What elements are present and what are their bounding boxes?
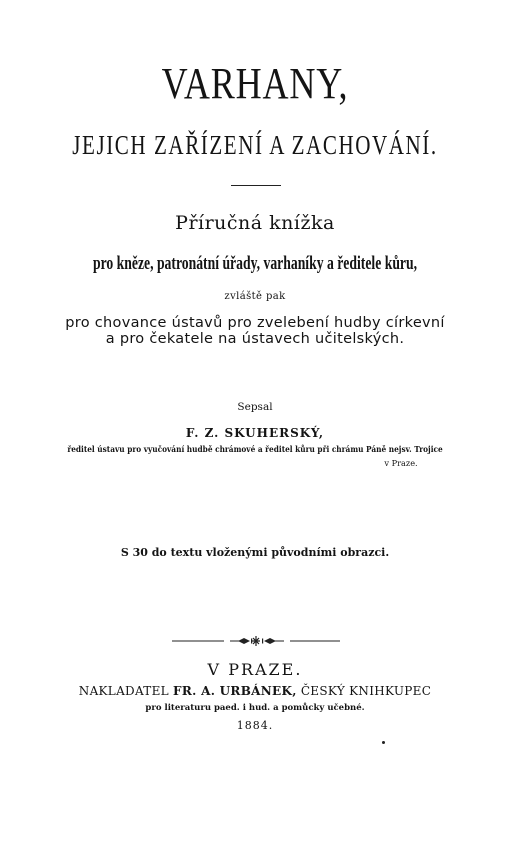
book-subtitle: JEJICH ZAŘÍZENÍ A ZACHOVÁNÍ. [72, 130, 438, 160]
imprint-place: V PRAZE. [207, 660, 303, 679]
especially-label: zvláště pak [224, 291, 286, 302]
publisher-suffix: ČESKÝ KNIHKUPEC [300, 684, 432, 698]
imprint-publisher [0, 684, 510, 698]
publisher-prefix: NAKLADATEL [78, 684, 169, 698]
author-place: v Praze. [384, 458, 418, 468]
book-title: VARHANY, [161, 59, 349, 108]
imprint-note: pro literaturu paed. i hud. a pomůcky učebné. [145, 703, 365, 713]
handbook-label: Příručná knížka [175, 212, 335, 234]
author-role: ředitel ústavu pro vyučování hudbě chrámové a ředitel kůru při chrámu Páně nejsv. Trojice [67, 444, 443, 454]
print-speck [382, 741, 385, 744]
title-divider [231, 185, 281, 186]
figures-note: S 30 do textu vloženými původními obrazci. [120, 546, 390, 559]
imprint-year: 1884. [236, 719, 274, 732]
special-audience-line-1: pro chovance ústavů pro zvelebení hudby církevní [65, 315, 445, 331]
ornament-divider-icon [172, 634, 340, 648]
author-name: F. Z. SKUHERSKÝ, [185, 426, 325, 440]
audience-line: pro kněze, patronátní úřady, varhaníky a ředitele kůru, [92, 253, 418, 274]
publisher-name: FR. A. URBÁNEK, [173, 684, 297, 698]
wrote-label: Sepsal [237, 401, 273, 413]
special-audience-line-2: a pro čekatele na ústavech učitelských. [105, 331, 405, 347]
